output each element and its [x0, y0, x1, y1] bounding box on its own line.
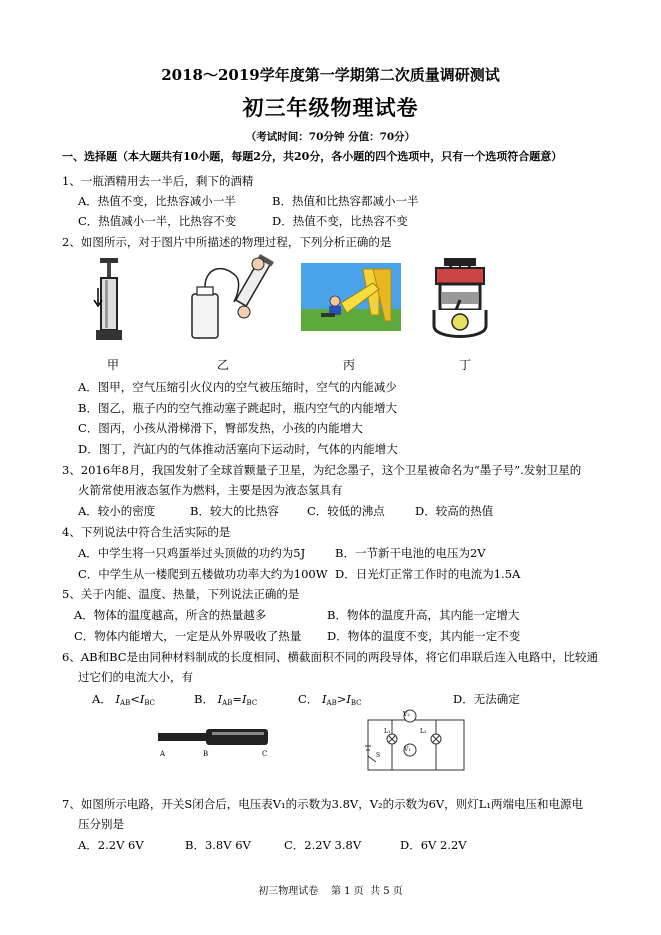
rod-label-c: C [262, 750, 268, 758]
q1-option-d: D．热值不变，比热容不变 [272, 214, 408, 228]
q4-option-a: A．中学生将一只鸡蛋举过头顶做的功约为5J [78, 546, 306, 560]
q1-stem: 1、一瓶酒精用去一半后，剩下的酒精 [62, 174, 254, 188]
q7-stem-line2: 压分别是 [78, 817, 124, 831]
conductor-rod-figure [156, 725, 276, 749]
circuit-label-l1: L₁ [384, 728, 391, 735]
q2-option-a: A．图甲，空气压缩引火仪内的空气被压缩时，空气的内能减少 [78, 380, 397, 394]
page-footer: 初三物理试卷 第 1 页 共 5 页 [258, 886, 403, 897]
q5-option-c: C．物体内能增大，一定是从外界吸收了热量 [74, 629, 302, 643]
q1-option-c: C．热值减小一半，比热容不变 [78, 214, 237, 228]
figure-label-jia: 甲 [107, 358, 120, 372]
q3-option-a: A．较小的密度 [78, 504, 156, 518]
compression-igniter-figure [90, 256, 130, 344]
q5-stem: 5、关于内能、温度、热量，下列说法正确的是 [62, 587, 300, 601]
page-title: 初三年级物理试卷 [242, 95, 419, 120]
q3-option-d: D．较高的热值 [415, 504, 494, 518]
q2-option-d: D．图丁，汽缸内的气体推动活塞向下运动时，气体的内能增大 [78, 442, 398, 456]
rod-label-b: B [203, 750, 209, 758]
q7-option-c: C．2.2V 3.8V [284, 838, 362, 852]
q2-stem: 2、如图所示，对于图片中所描述的物理过程，下列分析正确的是 [62, 235, 392, 249]
q4-option-b: B．一节新干电池的电压为2V [335, 546, 486, 560]
q3-option-c: C．较低的沸点 [307, 504, 385, 518]
q3-option-b: B．较大的比热容 [190, 504, 279, 518]
q6-option-d: D．无法确定 [453, 692, 520, 706]
q3-stem-line1: 3、2016年8月，我国发射了全球首颗量子卫星，为纪念墨子，这个卫星被命名为“墨子号”.发射卫星的 [62, 463, 582, 477]
exam-title: 2018～2019学年度第一学期第二次质量调研测试 [161, 66, 500, 84]
q7-option-d: D．6V 2.2V [400, 838, 467, 852]
q7-stem-line1: 7、如图所示电路，开关S闭合后，电压表V₁的示数为3.8V，V₂的示数为6V，则灯L₁两端电压和电源电 [62, 797, 583, 811]
q5-option-b: B．物体的温度升高，其内能一定增大 [327, 608, 520, 622]
bottle-pump-figure [186, 254, 276, 344]
q4-stem: 4、下列说法中符合生活实际的是 [62, 525, 231, 539]
q6-option-c: C． $I_{AB}>I_{BC}$ [298, 692, 362, 707]
q7-option-a: A．2.2V 6V [78, 838, 144, 852]
q5-option-a: A．物体的温度越高，所含的热量越多 [74, 608, 267, 622]
circuit-diagram [362, 706, 472, 776]
q7-option-b: B．3.8V 6V [185, 838, 251, 852]
q2-option-b: B．图乙，瓶子内的空气推动塞子跳起时，瓶内空气的内能增大 [78, 401, 397, 415]
q3-stem-line2: 火箭常使用液态氢作为燃料，主要是因为液态氢具有 [78, 483, 343, 497]
q4-option-d: D．日光灯正常工作时的电流为1.5A [335, 567, 521, 581]
section-heading: 一、选择题（本大题共有10小题，每题2分，共20分，各小题的四个选项中，只有一个选项符合题意） [62, 150, 563, 163]
q6-stem-line1: 6、AB和BC是由同种材料制成的长度相同、横截面积不同的两段导体，将它们串联后连入电路中，比较通 [62, 650, 599, 664]
q1-option-b: B．热值和比热容都减小一半 [272, 194, 419, 208]
figure-label-ding: 丁 [459, 358, 472, 372]
q5-option-d: D．物体的温度不变，其内能一定不变 [327, 629, 521, 643]
circuit-label-v1: V₁ [404, 746, 411, 753]
figure-label-bing: 丙 [343, 358, 356, 372]
q1-option-a: A．热值不变，比热容减小一半 [78, 194, 236, 208]
circuit-label-v2: V₂ [403, 711, 410, 718]
q6-option-b: B． $I_{AB}=I_{BC}$ [194, 692, 258, 707]
q4-option-c: C．中学生从一楼爬到五楼做功功率大约为100W [78, 567, 328, 581]
q6-option-a: A． $I_{AB}<I_{BC}$ [92, 692, 156, 707]
figure-label-yi: 乙 [217, 358, 230, 372]
rod-label-a: A [160, 750, 166, 758]
exam-info: （考试时间：70分钟 分值：70分） [245, 131, 416, 143]
q2-option-c: C．图丙，小孩从滑梯滑下，臀部发热，小孩的内能增大 [78, 421, 363, 435]
engine-cylinder-figure [430, 256, 490, 344]
child-slide-figure [301, 263, 401, 331]
circuit-label-s: S [376, 752, 381, 759]
q6-stem-line2: 过它们的电流大小，有 [78, 670, 193, 684]
circuit-label-l2: L₂ [420, 728, 427, 735]
